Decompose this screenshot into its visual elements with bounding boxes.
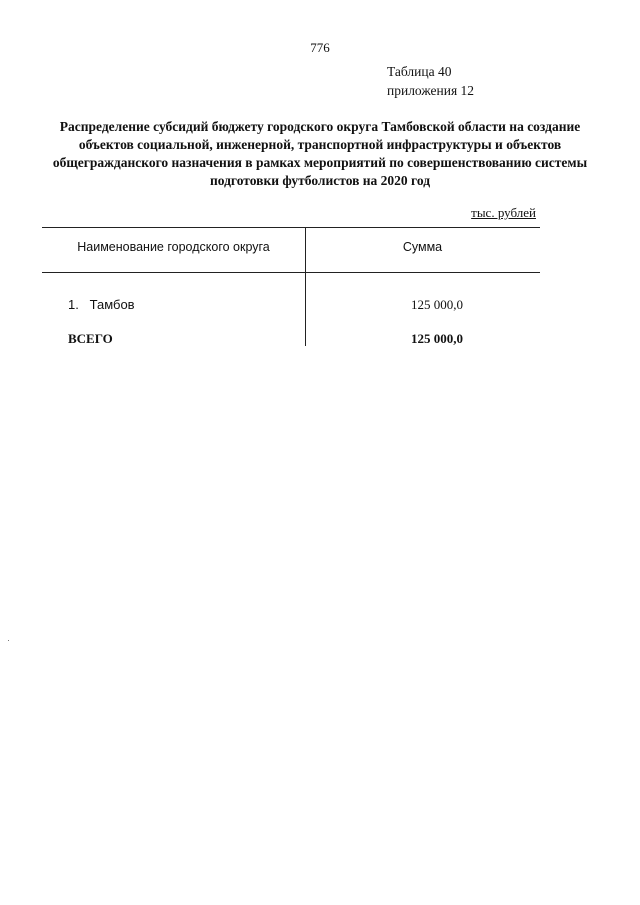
total-label: ВСЕГО [68, 331, 113, 346]
total-value: 125 000,0 [411, 331, 463, 346]
document-title: Распределение субсидий бюджету городского округа Тамбовской области на создание объектов социальной, инженерной, транспортной инфраструктуры и объектов общегражданского назначения в рамках мероприятий по совершенствованию системы подготовки футболистов на 2020 год [52, 119, 588, 188]
table-row-name [68, 297, 135, 312]
table-top-rule [42, 227, 540, 228]
appendix-reference: приложения 12 [387, 83, 475, 98]
column-header-name: Наименование городского округа [77, 240, 270, 254]
scan-speck [8, 640, 9, 641]
district-name: Тамбов [89, 297, 135, 312]
units-label: тыс. рублей [471, 205, 536, 220]
row-number: 1. [68, 297, 79, 312]
column-header-sum: Сумма [402, 240, 443, 254]
table-reference [387, 62, 474, 100]
page-number: 776 [310, 40, 330, 55]
table-number: Таблица 40 [387, 64, 452, 79]
table-header-rule [42, 272, 540, 273]
table-row-value: 125 000,0 [411, 297, 463, 312]
